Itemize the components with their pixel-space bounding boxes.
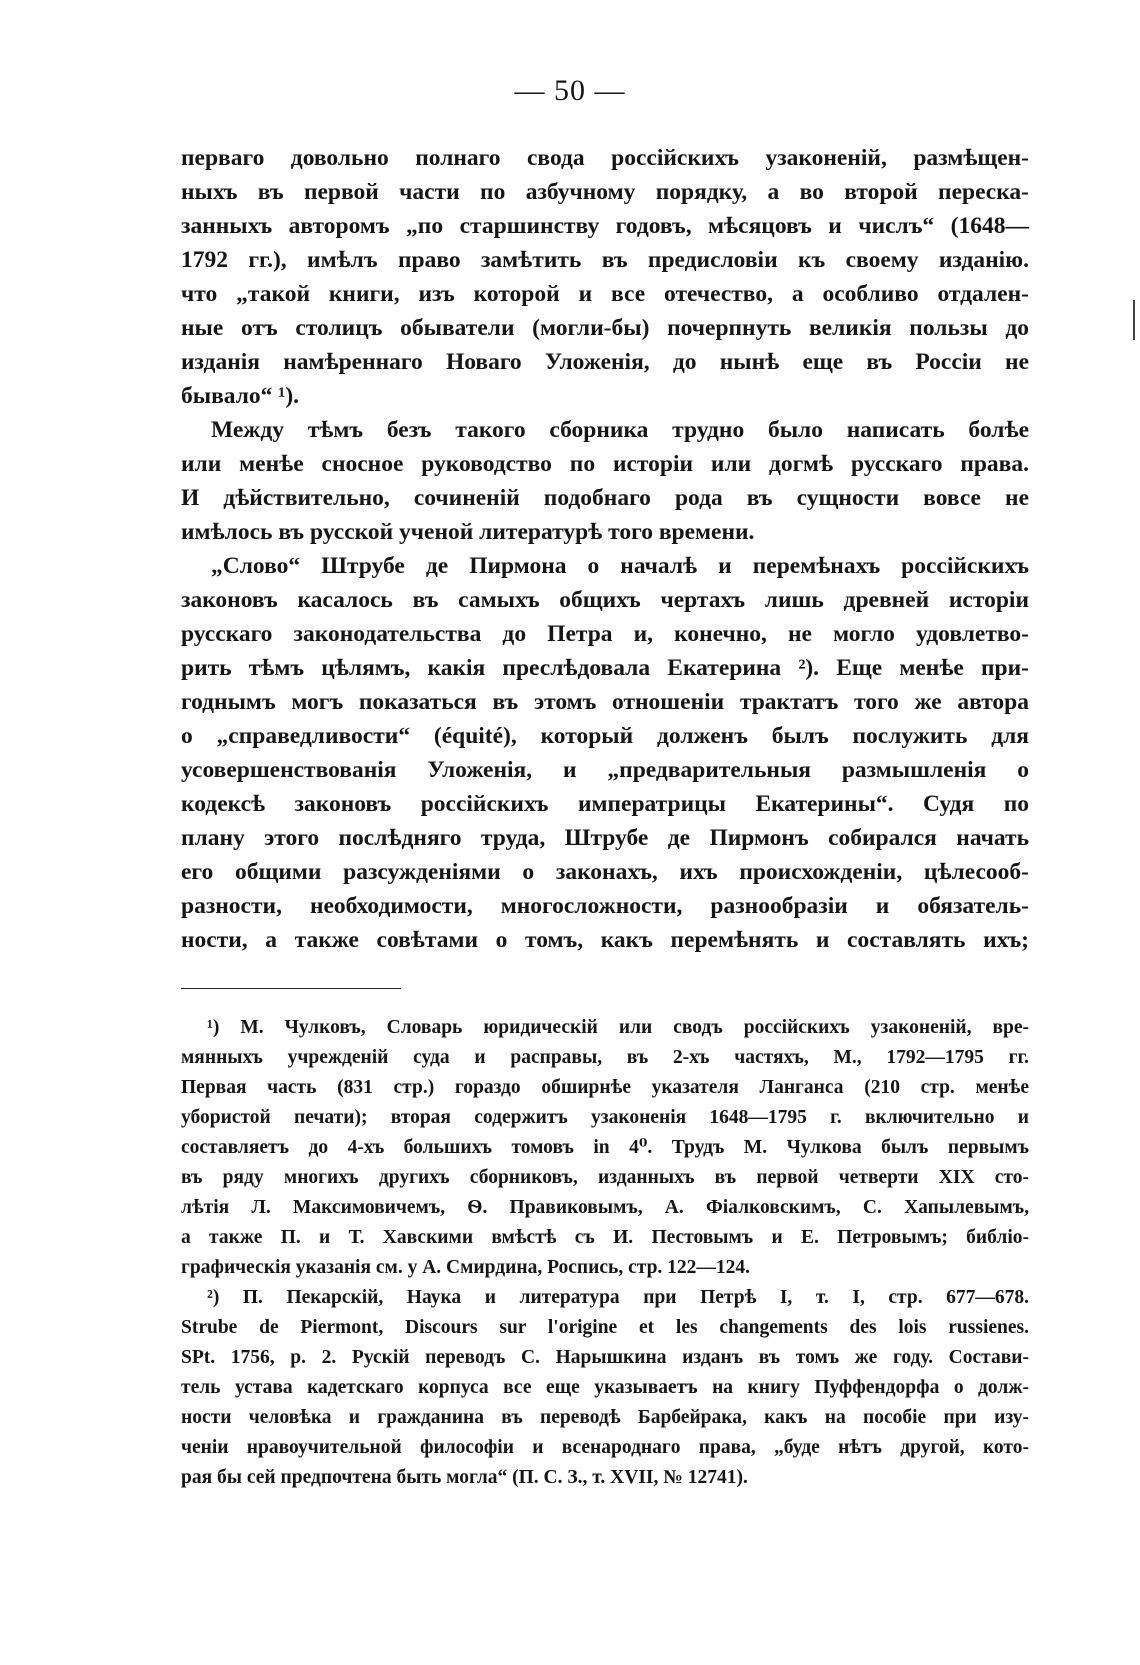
footnote-line: ²) П. Пекарскій, Наука и литература при Петрѣ I, т. I, стр. 677—678. xyxy=(207,1287,1029,1308)
text-line: о „справедливости“ (équité), который долженъ былъ послужить для xyxy=(181,723,1029,749)
text-line: его общими разсужденіями о законахъ, ихъ происхожденіи, цѣлесооб- xyxy=(181,859,1029,885)
text-line: ности, а также совѣтами о томъ, какъ перемѣнять и составлять ихъ; xyxy=(181,927,1029,953)
text-line: 1792 гг.), имѣлъ право замѣтить въ предисловіи къ своему изданію. xyxy=(181,247,1029,273)
footnote-line: ¹) М. Чулковъ, Словарь юридическій или сводъ россійскихъ узаконеній, вре- xyxy=(207,1017,1029,1038)
text-line: что „такой книги, изъ которой и все отечество, а особливо отдален- xyxy=(181,281,1029,307)
footnote-line: SPt. 1756, p. 2. Рускій переводъ С. Нарышкина изданъ въ томъ же году. Состави- xyxy=(181,1347,1029,1368)
text-line: русскаго законодательства до Петра и, конечно, не могло удовлетво- xyxy=(181,621,1029,647)
text-line: Между тѣмъ безъ такого сборника трудно было написать болѣе xyxy=(211,417,1029,443)
scan-edge-mark xyxy=(1133,300,1135,340)
text-line: усовершенствованія Уложенія, и „предварительныя размышленія о xyxy=(181,757,1029,783)
text-line: или менѣе сносное руководство по исторіи или догмѣ русскаго права. xyxy=(181,451,1029,477)
footnote-line: убористой печати); вторая содержитъ узаконенія 1648—1795 г. включительно и xyxy=(181,1107,1029,1128)
footnote-line: составляетъ до 4-хъ большихъ томовъ in 4⁰. Трудъ М. Чулкова былъ первымъ xyxy=(181,1137,1029,1158)
footnote-line: лѣтія Л. Максимовичемъ, Ѳ. Правиковымъ, А. Фіалковскимъ, С. Хапылевымъ, xyxy=(181,1197,1029,1218)
footnote-line: мянныхъ учрежденій суда и расправы, въ 2-хъ частяхъ, М., 1792—1795 гг. xyxy=(181,1047,1029,1068)
text-line: бывало“ ¹). xyxy=(181,383,300,409)
footnote-line: ченіи нравоучительной философіи и всенароднагo права, „буде нѣтъ другой, кото- xyxy=(181,1437,1029,1458)
text-line: разности, необходимости, многосложности, разнообразіи и обязатель- xyxy=(181,893,1029,919)
text-line: плану этого послѣдняго труда, Штрубе де Пирмонъ собирался начать xyxy=(181,825,1029,851)
text-line: перваго довольно полнаго свода россійскихъ узаконеній, размѣщен- xyxy=(181,145,1029,171)
footnote-line: въ ряду многихъ другихъ сборниковъ, изданныхъ въ первой четверти XIX сто- xyxy=(181,1167,1029,1188)
text-line: изданія намѣреннаго Новаго Уложенія, до нынѣ еще въ Россіи не xyxy=(181,349,1029,375)
footnote-line: графическія указанія см. у А. Смирдина, Роспись, стр. 122—124. xyxy=(181,1257,751,1278)
text-line: занныхъ авторомъ „по старшинству годовъ, мѣсяцовъ и числъ“ (1648— xyxy=(181,213,1029,239)
page-number: — 50 — xyxy=(514,74,626,107)
footnote-line: Первая часть (831 стр.) гораздо обширнѣе указателя Ланганса (210 стр. менѣе xyxy=(181,1077,1029,1098)
text-line: „Слово“ Штрубе де Пирмона о началѣ и перемѣнахъ россійскихъ xyxy=(211,553,1029,579)
footnote-line: рая бы сей предпочтена быть могла“ (П. С. З., т. XVII, № 12741). xyxy=(181,1467,748,1488)
footnote-line: Strube de Piermont, Discours sur l'origine et les changements des lois russienes. xyxy=(181,1317,1029,1338)
text-line: рить тѣмъ цѣлямъ, какія преслѣдовала Екатерина ²). Еще менѣе при- xyxy=(181,655,1029,681)
text-line: И дѣйствительно, сочиненій подобнаго рода въ сущности вовсе не xyxy=(181,485,1029,511)
text-line: ные отъ столицъ обыватели (могли-бы) почерпнуть великія пользы до xyxy=(181,315,1029,341)
text-line: кодексѣ законовъ россійскихъ императрицы Екатерины“. Судя по xyxy=(181,791,1029,817)
footnote-line: ности человѣка и гражданина въ переводѣ Барбейрака, какъ на пособіе при изу- xyxy=(181,1407,1029,1428)
main-text xyxy=(181,141,1029,957)
footnote-line: а также П. и Т. Хавскими вмѣстѣ съ И. Пестовымъ и Е. Петровымъ; библіо- xyxy=(181,1227,1029,1248)
footnotes xyxy=(181,1013,1029,1493)
footnote-separator xyxy=(181,988,401,989)
text-line: годнымъ могъ показаться въ этомъ отношеніи трактатъ того же автора xyxy=(181,689,1029,715)
footnote-line: тель устава кадетскаго корпуса все еще указываетъ на книгу Пуффендорфа о долж- xyxy=(181,1377,1029,1398)
text-line: ныхъ въ первой части по азбучному порядку, а во второй переска- xyxy=(181,179,1029,205)
text-line: законовъ касалось въ самыхъ общихъ чертахъ лишь древней исторіи xyxy=(181,587,1029,613)
text-line: имѣлось въ русской ученой литературѣ того времени. xyxy=(181,519,755,545)
